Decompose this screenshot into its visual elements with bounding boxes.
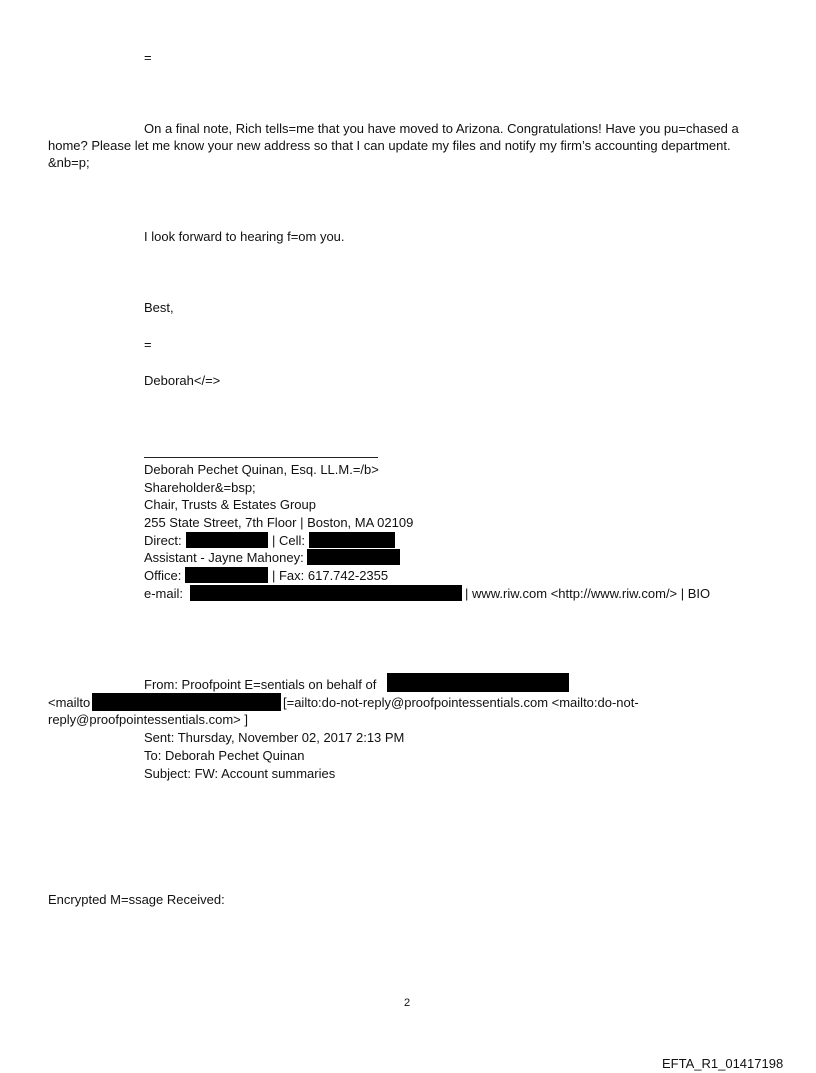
redaction-block xyxy=(185,567,268,583)
redaction-block xyxy=(92,693,281,711)
forward-mailto-rest: [=ailto:do-not-reply@proofpointessentials.com <mailto:do-not- xyxy=(283,695,639,710)
signature-fax: | Fax: 617.742-2355 xyxy=(272,568,389,583)
encrypted-message-line: Encrypted M=ssage Received: xyxy=(48,892,225,907)
signature-cell-label: | Cell: xyxy=(272,533,305,548)
look-forward-line: I look forward to hearing f=om you. xyxy=(144,229,345,244)
forward-from: From: Proofpoint E=sentials on behalf of xyxy=(144,677,377,692)
forward-sent: Sent: Thursday, November 02, 2017 2:13 PM xyxy=(144,730,405,745)
signature-direct-label: Direct: xyxy=(144,533,182,548)
paragraph-line-2: home? Please let me know your new address so that I can update my files and notify my firm’s accounting department. xyxy=(48,138,731,153)
signature-email-label: e-mail: xyxy=(144,586,184,601)
equals-line-top: = xyxy=(144,50,152,65)
redaction-block xyxy=(307,549,400,565)
forward-subject: Subject: FW: Account summaries xyxy=(144,766,336,781)
signer-name: Deborah</=> xyxy=(144,373,221,388)
redaction-block xyxy=(186,532,268,548)
forward-to: To: Deborah Pechet Quinan xyxy=(144,748,305,763)
signature-title-2: Chair, Trusts & Estates Group xyxy=(144,497,316,512)
page-number: 2 xyxy=(404,997,411,1009)
paragraph-line-3: &nb=p; xyxy=(48,155,90,170)
signature-name: Deborah Pechet Quinan, Esq. LL.M.=/b> xyxy=(144,462,379,477)
equals-line-mid: = xyxy=(144,337,152,352)
signature-divider xyxy=(144,457,378,458)
redaction-block xyxy=(387,673,569,692)
redaction-block xyxy=(190,585,462,601)
forward-mailto-line-2: reply@proofpointessentials.com> ] xyxy=(48,712,248,727)
signature-web: | www.riw.com <http://www.riw.com/> | BIO xyxy=(465,586,711,601)
signature-assistant-label: Assistant - Jayne Mahoney: xyxy=(144,550,304,565)
redaction-block xyxy=(309,532,395,548)
signature-address: 255 State Street, 7th Floor | Boston, MA 02109 xyxy=(144,515,414,530)
document-id: EFTA_R1_01417198 xyxy=(662,1056,784,1071)
closing-line: Best, xyxy=(144,300,174,315)
signature-office-label: Office: xyxy=(144,568,182,583)
forward-mailto-prefix: <mailto xyxy=(48,695,91,710)
paragraph-line-1: On a final note, Rich tells=me that you have moved to Arizona. Congratulations! Have you pu=chased a xyxy=(144,121,739,136)
signature-title-1: Shareholder&=bsp; xyxy=(144,480,256,495)
